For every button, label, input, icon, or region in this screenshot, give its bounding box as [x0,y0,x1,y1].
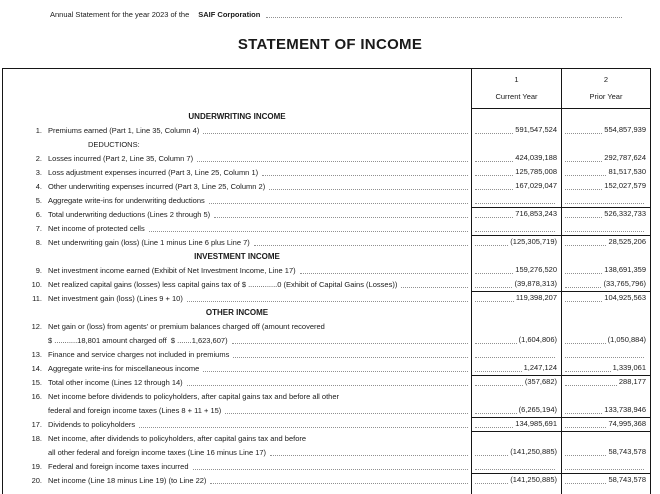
dotted-leader [266,17,622,18]
row-description-cell [3,347,471,361]
current-year-cell [471,487,561,494]
row-label: Net income (Line 18 minus Line 19) (to Line 22) [48,476,207,485]
value-current-year: 424,039,188 [515,153,557,162]
value-prior-year: 58,743,578 [608,475,646,484]
current-year-cell [471,109,561,123]
value-prior-year: (1,050,884) [607,335,646,344]
row-description-cell [3,207,471,221]
row-description-cell [3,123,471,137]
row-label: Premiums earned (Part 1, Line 35, Column 4) [48,126,200,135]
dotted-leader [565,175,606,176]
prior-year-cell [561,417,651,431]
prior-year-cell [561,305,651,319]
dotted-leader [565,245,606,246]
dotted-leader [187,385,468,386]
dotted-leader [475,357,555,358]
dotted-leader [225,413,468,414]
page-title: STATEMENT OF INCOME [237,36,423,53]
value-prior-year: 104,925,563 [604,293,646,302]
dotted-leader [475,469,555,470]
prior-year-cell [561,179,651,193]
row-description-cell [3,319,471,333]
row-description-cell [3,151,471,165]
dotted-leader [475,343,517,344]
row-label: Aggregate write-ins for miscellaneous income [48,364,200,373]
row-label: Net underwriting gain (loss) (Line 1 minus Line 6 plus Line 7) [48,238,250,247]
dotted-leader [475,161,513,162]
dotted-leader [209,203,468,204]
row-description-cell [3,179,471,193]
row-label: Other underwriting expenses incurred (Part 3, Line 25, Column 2) [48,182,266,191]
statement-row [3,235,651,249]
current-year-cell [471,165,561,179]
value-current-year: (141,250,885) [510,475,557,484]
dotted-leader [565,413,602,414]
value-current-year: 167,029,047 [515,181,557,190]
dotted-leader [214,217,468,218]
current-year-cell [471,403,561,417]
current-year-cell [471,207,561,221]
prior-year-cell [561,221,651,235]
dotted-leader [203,371,468,372]
section-title: INVESTMENT INCOME [194,252,280,261]
column-number: 2 [603,75,609,84]
current-year-cell [471,291,561,305]
row-label: $ ...........18,801 amount charged off $ .......1,623,607) [48,336,228,345]
current-year-cell [471,277,561,291]
dotted-leader [254,245,468,246]
row-label: Net income, after dividends to policyholders, after capital gains tax and before [48,434,307,443]
value-prior-year: 292,787,624 [604,153,646,162]
double-rule-row [3,487,651,494]
prior-year-cell [561,445,651,459]
row-number: 12. [31,322,42,331]
statement-row [3,123,651,137]
value-current-year: (141,250,885) [510,447,557,456]
row-number: 1. [35,126,42,135]
statement-row-continuation [3,445,651,459]
statement-row [3,459,651,473]
current-year-cell [471,347,561,361]
dotted-leader [233,357,468,358]
prior-year-cell [561,361,651,375]
dotted-leader [197,161,468,162]
row-label: Federal and foreign income taxes incurred [48,462,189,471]
row-label: Finance and service charges not included in premiums [48,350,230,359]
statement-row [3,319,651,333]
value-prior-year: 58,743,578 [608,447,646,456]
dotted-leader [475,273,513,274]
statement-row [3,151,651,165]
prior-year-cell [561,403,651,417]
prior-year-cell [561,389,651,403]
current-year-cell [471,375,561,389]
current-year-cell [471,389,561,403]
row-description-cell [3,277,471,291]
column-label: Current Year [495,92,538,101]
dotted-leader [269,189,468,190]
value-current-year: (1,604,806) [518,335,557,344]
value-current-year: (125,305,719) [510,237,557,246]
row-label: Total other income (Lines 12 through 14) [48,378,183,387]
dotted-leader [193,469,469,470]
dotted-leader [565,203,644,204]
current-year-cell [471,473,561,487]
dotted-leader [475,245,508,246]
row-description-cell [3,165,471,179]
section-header-row [3,109,651,123]
row-number: 10. [31,280,42,289]
value-current-year: 591,547,524 [515,125,557,134]
current-year-cell [471,305,561,319]
row-number: 7. [35,224,42,233]
company-name: SAIF Corporation [198,10,261,19]
dotted-leader [565,161,602,162]
row-number: 14. [31,364,42,373]
row-description-cell [3,445,471,459]
prior-year-cell [561,263,651,277]
prior-year-cell [561,109,651,123]
description-header-cell [3,69,471,109]
dotted-leader [475,231,555,232]
dotted-leader [565,469,644,470]
statement-row [3,263,651,277]
section-header-cell [3,109,471,123]
current-year-cell [471,417,561,431]
dotted-leader [565,287,601,288]
current-year-cell [471,431,561,445]
income-table [2,68,651,494]
statement-row [3,277,651,291]
dotted-leader [565,301,602,302]
column-header-current-year [471,69,561,109]
dotted-leader [475,287,512,288]
statement-row-continuation [3,403,651,417]
section-header-cell [3,305,471,319]
value-prior-year: 133,738,946 [604,405,646,414]
dotted-leader [475,455,508,456]
dotted-leader [475,483,508,484]
dotted-leader [475,413,517,414]
dotted-leader [565,133,602,134]
statement-row [3,361,651,375]
section-header-cell [3,249,471,263]
dotted-leader [232,343,468,344]
row-number: 11. [32,294,42,303]
dotted-leader [565,343,606,344]
row-number: 9. [35,266,42,275]
row-description-cell [3,431,471,445]
statement-row [3,291,651,305]
prior-year-cell [561,235,651,249]
dotted-leader [300,273,468,274]
dotted-leader [565,273,602,274]
row-description-cell [3,221,471,235]
dotted-leader [401,287,468,288]
row-number: 3. [35,168,42,177]
row-number: 6. [35,210,42,219]
row-description-cell [3,487,471,494]
value-prior-year: 152,027,579 [604,181,646,190]
dotted-leader [262,175,468,176]
prior-year-cell [561,431,651,445]
section-header-row [3,249,651,263]
row-label: Losses incurred (Part 2, Line 35, Column 7) [48,154,194,163]
statement-row [3,207,651,221]
value-current-year: (6,265,194) [518,405,557,414]
current-year-cell [471,221,561,235]
statement-row [3,165,651,179]
dotted-leader [475,203,555,204]
row-number: 17. [31,420,42,429]
row-description-cell [3,417,471,431]
row-number: 15. [31,378,42,387]
row-label: Net investment income earned (Exhibit of Net Investment Income, Line 17) [48,266,296,275]
row-description-cell [3,193,471,207]
current-year-cell [471,445,561,459]
row-label: Loss adjustment expenses incurred (Part 3, Line 25, Column 1) [48,168,259,177]
dotted-leader [187,301,468,302]
prior-year-cell [561,291,651,305]
statement-row [3,179,651,193]
prior-year-cell [561,333,651,347]
row-description-cell [3,403,471,417]
dotted-leader [270,455,468,456]
row-number: 5. [35,196,42,205]
column-label: Prior Year [589,92,623,101]
dotted-leader [149,231,468,232]
value-current-year: 119,398,207 [515,293,557,302]
row-label: Net income of protected cells [48,224,145,233]
value-prior-year: 526,332,733 [604,209,646,218]
dotted-leader [475,189,513,190]
subheader-row [3,137,651,151]
value-current-year: 159,276,520 [515,265,557,274]
prior-year-cell [561,487,651,494]
dotted-leader [565,371,611,372]
row-number: 2. [35,154,42,163]
row-label: Aggregate write-ins for underwriting deductions [48,196,205,205]
current-year-cell [471,319,561,333]
row-description-cell [3,137,471,151]
dotted-leader [565,385,617,386]
prior-year-cell [561,123,651,137]
dotted-leader [203,133,468,134]
dotted-leader [565,483,606,484]
row-description-cell [3,361,471,375]
current-year-cell [471,361,561,375]
dotted-leader [565,217,602,218]
prior-year-cell [561,375,651,389]
statement-row [3,431,651,445]
section-header-row [3,305,651,319]
statement-row [3,193,651,207]
column-number: 1 [514,75,519,84]
statement-row-continuation [3,333,651,347]
current-year-cell [471,151,561,165]
prior-year-cell [561,319,651,333]
current-year-cell [471,123,561,137]
annual-statement-text: Annual Statement for the year 2023 of the [50,10,190,19]
prior-year-cell [561,151,651,165]
value-current-year: 134,985,691 [515,419,557,428]
value-current-year: (39,878,313) [514,279,557,288]
prior-year-cell [561,473,651,487]
current-year-cell [471,179,561,193]
statement-row [3,473,651,487]
current-year-cell [471,459,561,473]
prior-year-cell [561,165,651,179]
dotted-leader [475,427,513,428]
prior-year-cell [561,459,651,473]
row-number: 8. [35,238,42,247]
value-prior-year: 28,525,206 [608,237,646,246]
dotted-leader [210,483,468,484]
row-label: Net realized capital gains (losses) less capital gains tax of $ ..............0 (Exhibit of Capital Gains (Losses)) [48,280,398,289]
prior-year-cell [561,277,651,291]
row-label: Net income before dividends to policyholders, after capital gains tax and before all other [48,392,340,401]
statement-row [3,221,651,235]
prior-year-cell [561,193,651,207]
row-label: Net gain or (loss) from agents' or premium balances charged off (amount recovered [48,322,325,331]
dotted-leader [565,231,644,232]
dotted-leader [475,385,523,386]
section-title: UNDERWRITING INCOME [188,112,286,121]
current-year-cell [471,333,561,347]
row-label: Total underwriting deductions (Lines 2 through 5) [48,210,211,219]
dotted-leader [475,133,513,134]
table-body [3,109,651,494]
row-description-cell [3,459,471,473]
row-description-cell [3,389,471,403]
dotted-leader [565,357,644,358]
current-year-cell [471,137,561,151]
current-year-cell [471,249,561,263]
statement-row [3,347,651,361]
value-current-year: 716,853,243 [515,209,557,218]
value-prior-year: 554,857,939 [604,125,646,134]
prior-year-cell [561,249,651,263]
current-year-cell [471,235,561,249]
row-description-cell [3,291,471,305]
value-current-year: (357,682) [524,377,557,386]
row-label: DEDUCTIONS: [88,140,140,149]
row-description-cell [3,263,471,277]
row-number: 19. [31,462,42,471]
value-prior-year: (33,765,796) [603,279,646,288]
prior-year-cell [561,137,651,151]
value-prior-year: 74,995,368 [608,419,646,428]
statement-row [3,389,651,403]
value-prior-year: 288,177 [618,377,646,386]
value-prior-year: 1,339,061 [612,363,646,372]
dotted-leader [475,301,514,302]
dotted-leader [475,217,513,218]
annual-statement-header [50,9,622,20]
row-number: 20. [31,476,42,485]
statement-row [3,375,651,389]
row-description-cell [3,333,471,347]
statement-row [3,417,651,431]
value-prior-year: 138,691,359 [604,265,646,274]
row-label: Net investment gain (loss) (Lines 9 + 10) [48,294,183,303]
value-prior-year: 81,517,530 [608,167,646,176]
value-current-year: 1,247,124 [523,363,557,372]
row-description-cell [3,473,471,487]
prior-year-cell [561,347,651,361]
prior-year-cell [561,207,651,221]
row-number: 4. [35,182,42,191]
dotted-leader [565,427,606,428]
row-description-cell [3,375,471,389]
row-label: federal and foreign income taxes (Lines 8 + 11 + 15) [48,406,222,415]
row-number: 16. [31,392,42,401]
section-title: OTHER INCOME [205,308,269,317]
dotted-leader [475,371,522,372]
current-year-cell [471,263,561,277]
dotted-leader [475,175,513,176]
dotted-leader [565,189,602,190]
row-label: all other federal and foreign income taxes (Line 16 minus Line 17) [48,448,267,457]
row-number: 18. [31,434,42,443]
table-header-row [3,69,651,109]
row-label: Dividends to policyholders [48,420,136,429]
row-number: 13. [31,350,42,359]
dotted-leader [565,455,606,456]
column-header-prior-year [561,69,651,109]
row-description-cell [3,235,471,249]
current-year-cell [471,193,561,207]
dotted-leader [139,427,468,428]
value-current-year: 125,785,008 [515,167,557,176]
